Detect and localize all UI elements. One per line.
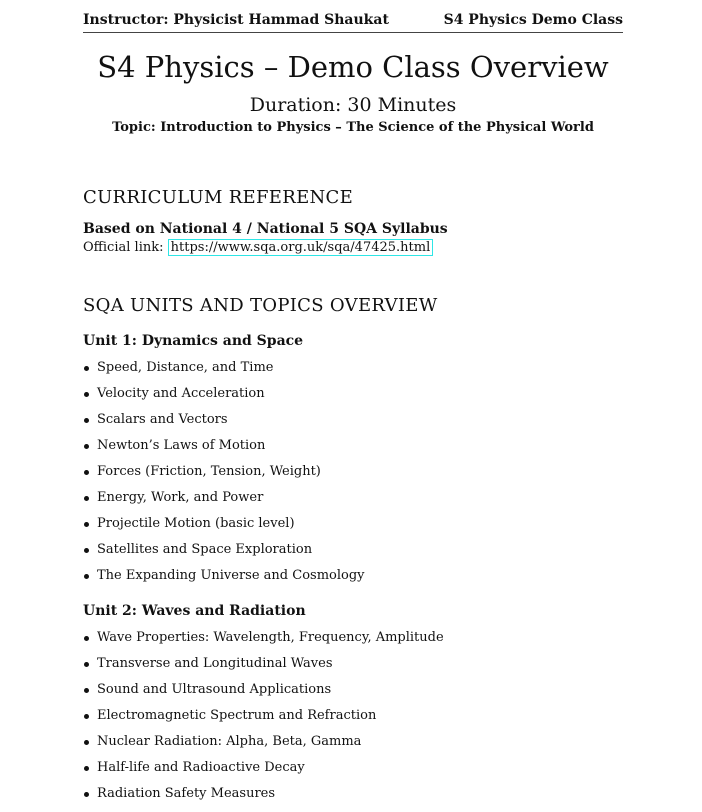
bullet-icon <box>84 548 89 553</box>
list-item <box>83 412 365 438</box>
list-item <box>83 734 444 760</box>
topic-text: Forces (Friction, Tension, Weight) <box>97 464 321 479</box>
list-item <box>83 708 444 734</box>
topic-text: Speed, Distance, and Time <box>97 360 274 375</box>
instructor-name: Instructor: Physicist Hammad Shaukat <box>83 12 389 28</box>
bullet-icon <box>84 522 89 527</box>
duration-line: Duration: 30 Minutes <box>249 94 457 116</box>
bullet-icon <box>84 662 89 667</box>
unit-2-heading: Unit 2: Waves and Radiation <box>83 603 306 619</box>
bullet-icon <box>84 766 89 771</box>
list-item <box>83 656 444 682</box>
class-name: S4 Physics Demo Class <box>443 12 623 28</box>
topic-text: The Expanding Universe and Cosmology <box>97 568 365 583</box>
bullet-icon <box>84 714 89 719</box>
list-item <box>83 516 365 542</box>
document-title: S4 Physics – Demo Class Overview <box>97 50 609 84</box>
units-heading: SQA UNITS AND TOPICS OVERVIEW <box>83 295 438 316</box>
list-item <box>83 438 365 464</box>
bullet-icon <box>84 574 89 579</box>
curriculum-heading: CURRICULUM REFERENCE <box>83 187 354 208</box>
bullet-icon <box>84 792 89 797</box>
list-item <box>83 360 365 386</box>
unit-2-topic-list <box>83 630 444 812</box>
list-item <box>83 490 365 516</box>
list-item <box>83 464 365 490</box>
syllabus-reference: Based on National 4 / National 5 SQA Syllabus <box>83 221 448 237</box>
list-item <box>83 568 365 594</box>
topic-text: Scalars and Vectors <box>97 412 228 427</box>
running-header <box>83 12 623 33</box>
official-link-line <box>83 239 433 256</box>
topic-text: Electromagnetic Spectrum and Refraction <box>97 708 377 723</box>
topic-text: Satellites and Space Exploration <box>97 542 313 557</box>
bullet-icon <box>84 366 89 371</box>
topic-text: Radiation Safety Measures <box>97 786 276 801</box>
topic-text: Sound and Ultrasound Applications <box>97 682 332 697</box>
bullet-icon <box>84 444 89 449</box>
topic-text: Half-life and Radioactive Decay <box>97 760 305 775</box>
bullet-icon <box>84 740 89 745</box>
unit-1-heading: Unit 1: Dynamics and Space <box>83 333 304 349</box>
topic-text: Newton’s Laws of Motion <box>97 438 266 453</box>
unit-1-topic-list <box>83 360 365 594</box>
bullet-icon <box>84 418 89 423</box>
topic-text: Wave Properties: Wavelength, Frequency, Amplitude <box>97 630 444 645</box>
list-item <box>83 760 444 786</box>
bullet-icon <box>84 688 89 693</box>
list-item <box>83 682 444 708</box>
list-item <box>83 542 365 568</box>
list-item <box>83 386 365 412</box>
topic-text: Velocity and Acceleration <box>97 386 265 401</box>
list-item <box>83 630 444 656</box>
topic-text: Energy, Work, and Power <box>97 490 264 505</box>
list-item <box>83 786 444 812</box>
bullet-icon <box>84 636 89 641</box>
official-link-label: Official link: <box>83 240 164 255</box>
topic-text: Projectile Motion (basic level) <box>97 516 295 531</box>
bullet-icon <box>84 470 89 475</box>
bullet-icon <box>84 392 89 397</box>
bullet-icon <box>84 496 89 501</box>
topic-text: Transverse and Longitudinal Waves <box>97 656 333 671</box>
sqa-link[interactable]: https://www.sqa.org.uk/sqa/47425.html <box>168 239 434 256</box>
topic-line: Topic: Introduction to Physics – The Science of the Physical World <box>112 120 594 135</box>
topic-text: Nuclear Radiation: Alpha, Beta, Gamma <box>97 734 362 749</box>
